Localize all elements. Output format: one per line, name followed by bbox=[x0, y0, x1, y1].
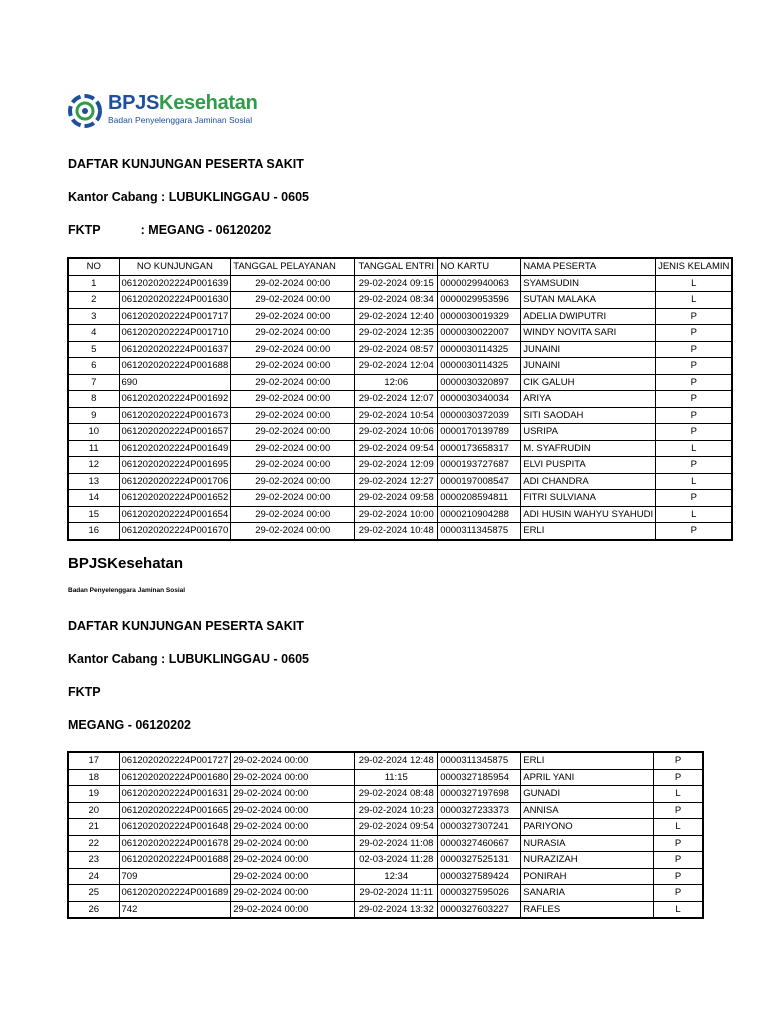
cell-no-kunjungan: 0612020202224P001688 bbox=[119, 852, 231, 869]
cell-nama-peserta: PARIYONO bbox=[521, 819, 654, 836]
cell-tanggal-entri: 29-02-2024 09:58 bbox=[355, 490, 438, 507]
cell-tanggal-pelayanan: 29-02-2024 00:00 bbox=[231, 523, 355, 540]
cell-no-kunjungan: 742 bbox=[119, 901, 231, 918]
bpjs-emblem-icon bbox=[68, 94, 102, 128]
cell-no-kartu: 0000030340034 bbox=[438, 391, 521, 408]
cell-jenis-kelamin: P bbox=[656, 490, 733, 507]
cell-nama-peserta: USRIPA bbox=[521, 424, 656, 441]
cell-no-kunjungan: 0612020202224P001648 bbox=[119, 819, 231, 836]
cell-tanggal-entri: 29-02-2024 10:48 bbox=[355, 523, 438, 540]
cell-no: 18 bbox=[68, 769, 119, 786]
cell-tanggal-entri: 29-02-2024 12:35 bbox=[355, 325, 438, 342]
cell-no-kartu: 0000327460667 bbox=[438, 835, 521, 852]
table-row bbox=[68, 424, 732, 441]
cell-tanggal-pelayanan: 29-02-2024 00:00 bbox=[231, 506, 355, 523]
cell-tanggal-entri: 29-02-2024 08:57 bbox=[355, 341, 438, 358]
cell-nama-peserta: ANNISA bbox=[521, 802, 654, 819]
cell-no-kartu: 0000197008547 bbox=[438, 473, 521, 490]
cell-no: 20 bbox=[68, 802, 119, 819]
col-header-jenis-kelamin: JENIS KELAMIN bbox=[656, 258, 733, 275]
cell-no: 6 bbox=[68, 358, 119, 375]
cell-jenis-kelamin: P bbox=[656, 391, 733, 408]
cell-tanggal-pelayanan: 29-02-2024 00:00 bbox=[231, 292, 355, 309]
table-row bbox=[68, 440, 732, 457]
cell-no-kartu: 0000173658317 bbox=[438, 440, 521, 457]
cell-no-kartu: 0000029953596 bbox=[438, 292, 521, 309]
bpjs-logo bbox=[68, 92, 258, 130]
cell-jenis-kelamin: L bbox=[654, 819, 703, 836]
col-header-no-kartu: NO KARTU bbox=[438, 258, 521, 275]
report-title: DAFTAR KUNJUNGAN PESERTA SAKIT bbox=[68, 157, 304, 171]
cell-tanggal-pelayanan: 29-02-2024 00:00 bbox=[231, 308, 355, 325]
cell-no-kartu: 0000327603227 bbox=[438, 901, 521, 918]
cell-no-kunjungan: 0612020202224P001688 bbox=[119, 358, 231, 375]
logo-brand-kesehatan: Kesehatan bbox=[159, 92, 258, 114]
cell-no: 2 bbox=[68, 292, 119, 309]
cell-nama-peserta: ADELIA DWIPUTRI bbox=[521, 308, 656, 325]
cell-tanggal-entri: 29-02-2024 10:54 bbox=[355, 407, 438, 424]
cell-no: 16 bbox=[68, 523, 119, 540]
cell-nama-peserta: SANARIA bbox=[521, 885, 654, 902]
cell-no-kunjungan: 0612020202224P001710 bbox=[119, 325, 231, 342]
cell-no: 11 bbox=[68, 440, 119, 457]
cell-nama-peserta: NURASIA bbox=[521, 835, 654, 852]
col-header-no: NO bbox=[68, 258, 119, 275]
table-row bbox=[68, 786, 703, 803]
fktp-label: FKTP bbox=[68, 223, 101, 237]
fktp-value: : MEGANG - 06120202 bbox=[140, 223, 272, 237]
cell-jenis-kelamin: P bbox=[656, 374, 733, 391]
cell-nama-peserta: JUNAINI bbox=[521, 358, 656, 375]
cell-no: 10 bbox=[68, 424, 119, 441]
cell-no-kunjungan: 0612020202224P001652 bbox=[119, 490, 231, 507]
cell-no: 12 bbox=[68, 457, 119, 474]
fktp-label-2: FKTP bbox=[68, 685, 101, 699]
cell-no-kunjungan: 0612020202224P001637 bbox=[119, 341, 231, 358]
cell-tanggal-pelayanan: 29-02-2024 00:00 bbox=[231, 325, 355, 342]
cell-tanggal-entri: 29-02-2024 12:04 bbox=[355, 358, 438, 375]
cell-jenis-kelamin: P bbox=[656, 457, 733, 474]
brand-subtitle: Badan Penyelenggara Jaminan Sosial bbox=[68, 587, 186, 594]
cell-no-kunjungan: 0612020202224P001680 bbox=[119, 769, 231, 786]
cell-no-kunjungan: 709 bbox=[119, 868, 231, 885]
cell-no: 25 bbox=[68, 885, 119, 902]
cell-no-kunjungan: 0612020202224P001665 bbox=[119, 802, 231, 819]
cell-no-kartu: 0000029940063 bbox=[438, 275, 521, 292]
cell-jenis-kelamin: P bbox=[654, 852, 703, 869]
cell-jenis-kelamin: L bbox=[656, 292, 733, 309]
cell-no-kunjungan: 0612020202224P001654 bbox=[119, 506, 231, 523]
cell-no: 21 bbox=[68, 819, 119, 836]
cell-tanggal-entri: 29-02-2024 10:00 bbox=[355, 506, 438, 523]
cell-tanggal-entri: 29-02-2024 10:23 bbox=[355, 802, 438, 819]
cell-no-kunjungan: 0612020202224P001649 bbox=[119, 440, 231, 457]
cell-jenis-kelamin: P bbox=[654, 802, 703, 819]
cell-jenis-kelamin: P bbox=[656, 341, 733, 358]
kantor-cabang: Kantor Cabang : LUBUKLINGGAU - 0605 bbox=[68, 190, 309, 204]
cell-no-kartu: 0000327307241 bbox=[438, 819, 521, 836]
cell-tanggal-pelayanan: 29-02-2024 00:00 bbox=[231, 457, 355, 474]
table-row bbox=[68, 868, 703, 885]
cell-tanggal-entri: 29-02-2024 13:32 bbox=[355, 901, 438, 918]
cell-no-kunjungan: 0612020202224P001673 bbox=[119, 407, 231, 424]
cell-tanggal-pelayanan: 29-02-2024 00:00 bbox=[231, 769, 355, 786]
cell-nama-peserta: PONIRAH bbox=[521, 868, 654, 885]
cell-jenis-kelamin: P bbox=[654, 769, 703, 786]
table-row bbox=[68, 473, 732, 490]
cell-no: 13 bbox=[68, 473, 119, 490]
cell-no: 4 bbox=[68, 325, 119, 342]
cell-no-kartu: 0000210904288 bbox=[438, 506, 521, 523]
table-row bbox=[68, 752, 703, 769]
cell-tanggal-pelayanan: 29-02-2024 00:00 bbox=[231, 358, 355, 375]
cell-nama-peserta: SYAMSUDIN bbox=[521, 275, 656, 292]
cell-nama-peserta: ELVI PUSPITA bbox=[521, 457, 656, 474]
logo-brand-bpjs: BPJS bbox=[108, 92, 160, 114]
cell-no-kunjungan: 0612020202224P001695 bbox=[119, 457, 231, 474]
cell-no-kunjungan: 0612020202224P001692 bbox=[119, 391, 231, 408]
table-row bbox=[68, 391, 732, 408]
table-row bbox=[68, 308, 732, 325]
cell-tanggal-pelayanan: 29-02-2024 00:00 bbox=[231, 341, 355, 358]
cell-nama-peserta: ARIYA bbox=[521, 391, 656, 408]
table-row bbox=[68, 490, 732, 507]
cell-no-kunjungan: 690 bbox=[119, 374, 231, 391]
cell-nama-peserta: JUNAINI bbox=[521, 341, 656, 358]
cell-nama-peserta: ADI CHANDRA bbox=[521, 473, 656, 490]
cell-nama-peserta: ERLI bbox=[521, 752, 654, 769]
cell-no-kartu: 0000327233373 bbox=[438, 802, 521, 819]
cell-jenis-kelamin: L bbox=[656, 473, 733, 490]
cell-no-kartu: 0000311345875 bbox=[438, 752, 521, 769]
cell-no-kartu: 0000327185954 bbox=[438, 769, 521, 786]
cell-no: 1 bbox=[68, 275, 119, 292]
cell-no: 19 bbox=[68, 786, 119, 803]
table-row bbox=[68, 835, 703, 852]
cell-no: 24 bbox=[68, 868, 119, 885]
cell-nama-peserta: GUNADI bbox=[521, 786, 654, 803]
table-row bbox=[68, 374, 732, 391]
table-row bbox=[68, 341, 732, 358]
cell-jenis-kelamin: P bbox=[656, 424, 733, 441]
cell-tanggal-entri: 29-02-2024 12:40 bbox=[355, 308, 438, 325]
cell-jenis-kelamin: P bbox=[654, 885, 703, 902]
cell-jenis-kelamin: P bbox=[656, 407, 733, 424]
table-row bbox=[68, 457, 732, 474]
table-row bbox=[68, 506, 732, 523]
cell-no-kartu: 0000030114325 bbox=[438, 358, 521, 375]
report-title-2: DAFTAR KUNJUNGAN PESERTA SAKIT bbox=[68, 619, 304, 633]
table-row bbox=[68, 325, 732, 342]
table-row bbox=[68, 407, 732, 424]
cell-no-kunjungan: 0612020202224P001657 bbox=[119, 424, 231, 441]
cell-no-kartu: 0000193727687 bbox=[438, 457, 521, 474]
cell-no-kartu: 0000208594811 bbox=[438, 490, 521, 507]
cell-no: 9 bbox=[68, 407, 119, 424]
cell-no-kunjungan: 0612020202224P001689 bbox=[119, 885, 231, 902]
cell-tanggal-entri: 29-02-2024 12:27 bbox=[355, 473, 438, 490]
cell-nama-peserta: SITI SAODAH bbox=[521, 407, 656, 424]
cell-tanggal-pelayanan: 29-02-2024 00:00 bbox=[231, 786, 355, 803]
cell-no-kunjungan: 0612020202224P001639 bbox=[119, 275, 231, 292]
col-header-no-kunjungan: NO KUNJUNGAN bbox=[119, 258, 231, 275]
cell-tanggal-entri: 29-02-2024 09:15 bbox=[355, 275, 438, 292]
cell-tanggal-pelayanan: 29-02-2024 00:00 bbox=[231, 852, 355, 869]
cell-no-kunjungan: 0612020202224P001631 bbox=[119, 786, 231, 803]
cell-tanggal-entri: 02-03-2024 11:28 bbox=[355, 852, 438, 869]
cell-no-kartu: 0000170139789 bbox=[438, 424, 521, 441]
cell-no-kartu: 0000030372039 bbox=[438, 407, 521, 424]
cell-jenis-kelamin: P bbox=[654, 752, 703, 769]
cell-no: 17 bbox=[68, 752, 119, 769]
cell-no: 8 bbox=[68, 391, 119, 408]
cell-jenis-kelamin: L bbox=[654, 786, 703, 803]
cell-tanggal-pelayanan: 29-02-2024 00:00 bbox=[231, 424, 355, 441]
cell-nama-peserta: SUTAN MALAKA bbox=[521, 292, 656, 309]
cell-tanggal-entri: 29-02-2024 11:11 bbox=[355, 885, 438, 902]
cell-tanggal-entri: 11:15 bbox=[355, 769, 438, 786]
table-row bbox=[68, 523, 732, 540]
cell-jenis-kelamin: P bbox=[654, 868, 703, 885]
table-row bbox=[68, 275, 732, 292]
cell-jenis-kelamin: P bbox=[656, 358, 733, 375]
cell-nama-peserta: WINDY NOVITA SARI bbox=[521, 325, 656, 342]
cell-tanggal-entri: 29-02-2024 08:48 bbox=[355, 786, 438, 803]
logo-subtitle: Badan Penyelenggara Jaminan Sosial bbox=[108, 115, 253, 125]
col-header-tanggal-entri: TANGGAL ENTRI bbox=[355, 258, 438, 275]
cell-no: 26 bbox=[68, 901, 119, 918]
visit-table-2 bbox=[67, 751, 704, 919]
cell-no: 5 bbox=[68, 341, 119, 358]
cell-tanggal-pelayanan: 29-02-2024 00:00 bbox=[231, 835, 355, 852]
cell-jenis-kelamin: L bbox=[656, 440, 733, 457]
cell-nama-peserta: M. SYAFRUDIN bbox=[521, 440, 656, 457]
table-row bbox=[68, 819, 703, 836]
cell-no-kunjungan: 0612020202224P001670 bbox=[119, 523, 231, 540]
cell-no-kartu: 0000030320897 bbox=[438, 374, 521, 391]
table-row bbox=[68, 358, 732, 375]
cell-nama-peserta: RAFLES bbox=[521, 901, 654, 918]
cell-no-kartu: 0000327589424 bbox=[438, 868, 521, 885]
cell-nama-peserta: ADI HUSIN WAHYU SYAHUDI bbox=[521, 506, 656, 523]
cell-nama-peserta: APRIL YANI bbox=[521, 769, 654, 786]
cell-no-kunjungan: 0612020202224P001717 bbox=[119, 308, 231, 325]
cell-no-kunjungan: 0612020202224P001706 bbox=[119, 473, 231, 490]
table-header-row bbox=[68, 258, 732, 275]
table-row bbox=[68, 852, 703, 869]
col-header-nama-peserta: NAMA PESERTA bbox=[521, 258, 656, 275]
cell-tanggal-pelayanan: 29-02-2024 00:00 bbox=[231, 275, 355, 292]
table-row bbox=[68, 901, 703, 918]
cell-tanggal-entri: 29-02-2024 12:48 bbox=[355, 752, 438, 769]
cell-tanggal-pelayanan: 29-02-2024 00:00 bbox=[231, 490, 355, 507]
cell-no-kunjungan: 0612020202224P001630 bbox=[119, 292, 231, 309]
cell-jenis-kelamin: L bbox=[656, 275, 733, 292]
cell-tanggal-pelayanan: 29-02-2024 00:00 bbox=[231, 819, 355, 836]
cell-nama-peserta: ERLI bbox=[521, 523, 656, 540]
cell-tanggal-entri: 29-02-2024 11:08 bbox=[355, 835, 438, 852]
col-header-tanggal-pelayanan: TANGGAL PELAYANAN bbox=[231, 258, 355, 275]
cell-nama-peserta: CIK GALUH bbox=[521, 374, 656, 391]
cell-tanggal-entri: 12:34 bbox=[355, 868, 438, 885]
cell-tanggal-pelayanan: 29-02-2024 00:00 bbox=[231, 802, 355, 819]
cell-tanggal-entri: 29-02-2024 09:54 bbox=[355, 819, 438, 836]
kantor-cabang-2: Kantor Cabang : LUBUKLINGGAU - 0605 bbox=[68, 652, 309, 666]
cell-tanggal-pelayanan: 29-02-2024 00:00 bbox=[231, 374, 355, 391]
cell-tanggal-pelayanan: 29-02-2024 00:00 bbox=[231, 473, 355, 490]
cell-no: 23 bbox=[68, 852, 119, 869]
table-row bbox=[68, 292, 732, 309]
visit-table-1 bbox=[67, 257, 733, 541]
cell-jenis-kelamin: P bbox=[656, 523, 733, 540]
cell-no: 22 bbox=[68, 835, 119, 852]
cell-tanggal-pelayanan: 29-02-2024 00:00 bbox=[231, 885, 355, 902]
cell-tanggal-entri: 29-02-2024 08:34 bbox=[355, 292, 438, 309]
fktp-value-2: MEGANG - 06120202 bbox=[68, 718, 191, 732]
cell-tanggal-pelayanan: 29-02-2024 00:00 bbox=[231, 391, 355, 408]
cell-no-kartu: 0000327525131 bbox=[438, 852, 521, 869]
cell-jenis-kelamin: L bbox=[656, 506, 733, 523]
brand-heading: BPJSKesehatan bbox=[68, 555, 184, 572]
cell-jenis-kelamin: P bbox=[656, 308, 733, 325]
table-row bbox=[68, 769, 703, 786]
cell-no-kartu: 0000030022007 bbox=[438, 325, 521, 342]
cell-no-kartu: 0000311345875 bbox=[438, 523, 521, 540]
cell-tanggal-entri: 29-02-2024 10:06 bbox=[355, 424, 438, 441]
cell-no-kunjungan: 0612020202224P001678 bbox=[119, 835, 231, 852]
cell-tanggal-entri: 29-02-2024 12:09 bbox=[355, 457, 438, 474]
table-row bbox=[68, 802, 703, 819]
cell-tanggal-entri: 12:06 bbox=[355, 374, 438, 391]
cell-no-kartu: 0000327595026 bbox=[438, 885, 521, 902]
cell-nama-peserta: FITRI SULVIANA bbox=[521, 490, 656, 507]
cell-jenis-kelamin: L bbox=[654, 901, 703, 918]
fktp-line bbox=[68, 223, 271, 237]
cell-no: 3 bbox=[68, 308, 119, 325]
cell-tanggal-pelayanan: 29-02-2024 00:00 bbox=[231, 868, 355, 885]
cell-tanggal-entri: 29-02-2024 12:07 bbox=[355, 391, 438, 408]
cell-tanggal-pelayanan: 29-02-2024 00:00 bbox=[231, 440, 355, 457]
cell-no-kartu: 0000030019329 bbox=[438, 308, 521, 325]
cell-no-kunjungan: 0612020202224P001727 bbox=[119, 752, 231, 769]
cell-tanggal-pelayanan: 29-02-2024 00:00 bbox=[231, 901, 355, 918]
cell-jenis-kelamin: P bbox=[654, 835, 703, 852]
cell-jenis-kelamin: P bbox=[656, 325, 733, 342]
cell-no: 7 bbox=[68, 374, 119, 391]
cell-no: 14 bbox=[68, 490, 119, 507]
cell-no: 15 bbox=[68, 506, 119, 523]
cell-no-kartu: 0000030114325 bbox=[438, 341, 521, 358]
cell-tanggal-entri: 29-02-2024 09:54 bbox=[355, 440, 438, 457]
table-row bbox=[68, 885, 703, 902]
cell-tanggal-pelayanan: 29-02-2024 00:00 bbox=[231, 407, 355, 424]
cell-nama-peserta: NURAZIZAH bbox=[521, 852, 654, 869]
cell-no-kartu: 0000327197698 bbox=[438, 786, 521, 803]
cell-tanggal-pelayanan: 29-02-2024 00:00 bbox=[231, 752, 355, 769]
